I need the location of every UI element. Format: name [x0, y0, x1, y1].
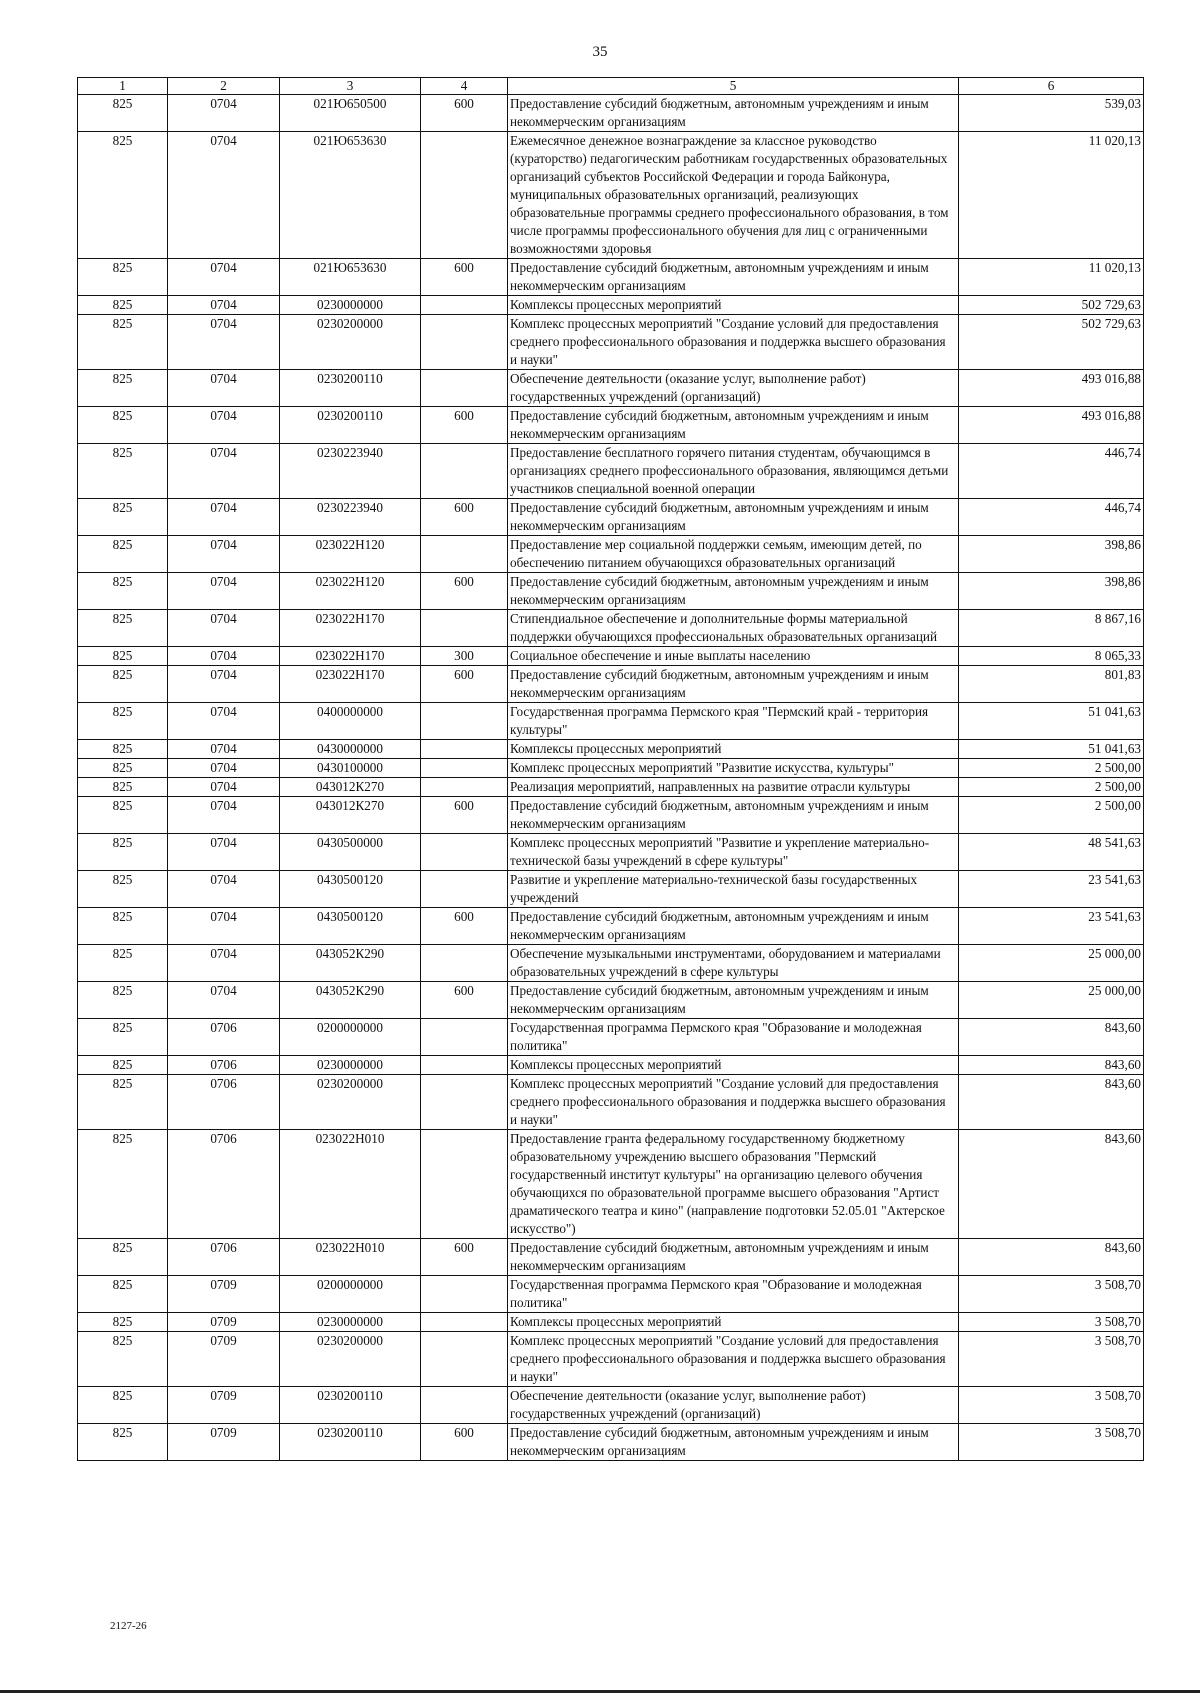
target-article-cell: 0230223940 [280, 444, 421, 499]
expense-type-cell: 600 [421, 499, 508, 536]
expense-type-cell: 600 [421, 407, 508, 444]
expense-type-cell [421, 703, 508, 740]
description-cell: Социальное обеспечение и иные выплаты населению [508, 647, 959, 666]
description-cell: Предоставление субсидий бюджетным, автономным учреждениям и иным некоммерческим организациям [508, 1239, 959, 1276]
description-cell: Комплекс процессных мероприятий "Создание условий для предоставления среднего профессионального образования и поддержка высшего образования и науки" [508, 1075, 959, 1130]
expense-type-cell [421, 296, 508, 315]
section-code-cell: 0704 [168, 370, 280, 407]
section-code-cell: 0704 [168, 945, 280, 982]
target-article-cell: 0430500120 [280, 908, 421, 945]
admin-code-cell: 825 [78, 1075, 168, 1130]
document-code: 2127-26 [110, 1620, 147, 1632]
section-code-cell: 0704 [168, 132, 280, 259]
admin-code-cell: 825 [78, 945, 168, 982]
admin-code-cell: 825 [78, 315, 168, 370]
target-article-cell: 023022Н120 [280, 536, 421, 573]
target-article-cell: 0230200000 [280, 315, 421, 370]
amount-cell: 48 541,63 [959, 834, 1144, 871]
table-row [78, 666, 1144, 703]
expense-type-cell: 600 [421, 982, 508, 1019]
description-cell: Комплекс процессных мероприятий "Развитие искусства, культуры" [508, 759, 959, 778]
amount-cell: 843,60 [959, 1239, 1144, 1276]
admin-code-cell: 825 [78, 871, 168, 908]
target-article-cell: 043012К270 [280, 778, 421, 797]
table-row [78, 95, 1144, 132]
description-cell: Предоставление субсидий бюджетным, автономным учреждениям и иным некоммерческим организациям [508, 982, 959, 1019]
amount-cell: 3 508,70 [959, 1313, 1144, 1332]
description-cell: Комплекс процессных мероприятий "Развитие и укрепление материально-технической базы учреждений в сфере культуры" [508, 834, 959, 871]
table-row [78, 797, 1144, 834]
admin-code-cell: 825 [78, 1387, 168, 1424]
amount-cell: 493 016,88 [959, 370, 1144, 407]
amount-cell: 51 041,63 [959, 740, 1144, 759]
admin-code-cell: 825 [78, 610, 168, 647]
description-cell: Комплекс процессных мероприятий "Создание условий для предоставления среднего профессионального образования и поддержка высшего образования и науки" [508, 315, 959, 370]
admin-code-cell: 825 [78, 1239, 168, 1276]
admin-code-cell: 825 [78, 444, 168, 499]
table-row [78, 1075, 1144, 1130]
amount-cell: 11 020,13 [959, 259, 1144, 296]
description-cell: Комплексы процессных мероприятий [508, 296, 959, 315]
table-row [78, 778, 1144, 797]
admin-code-cell: 825 [78, 1019, 168, 1056]
description-cell: Государственная программа Пермского края "Образование и молодежная политика" [508, 1276, 959, 1313]
section-code-cell: 0709 [168, 1276, 280, 1313]
amount-cell: 843,60 [959, 1130, 1144, 1239]
amount-cell: 3 508,70 [959, 1332, 1144, 1387]
amount-cell: 8 867,16 [959, 610, 1144, 647]
section-code-cell: 0706 [168, 1019, 280, 1056]
admin-code-cell: 825 [78, 647, 168, 666]
admin-code-cell: 825 [78, 573, 168, 610]
description-cell: Предоставление субсидий бюджетным, автономным учреждениям и иным некоммерческим организациям [508, 259, 959, 296]
amount-cell: 2 500,00 [959, 778, 1144, 797]
admin-code-cell: 825 [78, 1130, 168, 1239]
section-code-cell: 0706 [168, 1075, 280, 1130]
section-code-cell: 0704 [168, 759, 280, 778]
description-cell: Предоставление субсидий бюджетным, автономным учреждениям и иным некоммерческим организациям [508, 407, 959, 444]
admin-code-cell: 825 [78, 982, 168, 1019]
admin-code-cell: 825 [78, 132, 168, 259]
target-article-cell: 023022Н010 [280, 1239, 421, 1276]
target-article-cell: 021Ю650500 [280, 95, 421, 132]
section-code-cell: 0709 [168, 1387, 280, 1424]
amount-cell: 3 508,70 [959, 1276, 1144, 1313]
section-code-cell: 0704 [168, 666, 280, 703]
description-cell: Предоставление субсидий бюджетным, автономным учреждениям и иным некоммерческим организациям [508, 797, 959, 834]
description-cell: Обеспечение деятельности (оказание услуг, выполнение работ) государственных учреждений (организаций) [508, 1387, 959, 1424]
admin-code-cell: 825 [78, 759, 168, 778]
amount-cell: 51 041,63 [959, 703, 1144, 740]
description-cell: Ежемесячное денежное вознаграждение за классное руководство (кураторство) педагогическим работникам государственных образовательных организаций субъектов Российской Федерации и города Байконура, муниципальных образовательных организаций, реализующих образовательные программы среднего профессионального образования, в том числе программы профессионального обучения для лиц с ограниченными возможностями здоровья [508, 132, 959, 259]
expense-type-cell [421, 536, 508, 573]
admin-code-cell: 825 [78, 1424, 168, 1461]
section-code-cell: 0706 [168, 1130, 280, 1239]
table-row [78, 132, 1144, 259]
expense-type-cell [421, 740, 508, 759]
amount-cell: 398,86 [959, 536, 1144, 573]
column-header-6: 6 [959, 78, 1144, 95]
expense-type-cell [421, 945, 508, 982]
table-row [78, 499, 1144, 536]
target-article-cell: 0430500000 [280, 834, 421, 871]
table-row [78, 1056, 1144, 1075]
description-cell: Предоставление бесплатного горячего питания студентам, обучающимся в организациях среднего профессионального образования, являющимся детьми участников специальной военной операции [508, 444, 959, 499]
table-row [78, 296, 1144, 315]
section-code-cell: 0704 [168, 259, 280, 296]
table-row [78, 370, 1144, 407]
expense-type-cell: 600 [421, 259, 508, 296]
table-row [78, 610, 1144, 647]
section-code-cell: 0704 [168, 647, 280, 666]
target-article-cell: 023022Н120 [280, 573, 421, 610]
expense-type-cell [421, 610, 508, 647]
target-article-cell: 023022Н170 [280, 610, 421, 647]
target-article-cell: 021Ю653630 [280, 132, 421, 259]
admin-code-cell: 825 [78, 259, 168, 296]
section-code-cell: 0704 [168, 499, 280, 536]
target-article-cell: 023022Н010 [280, 1130, 421, 1239]
admin-code-cell: 825 [78, 499, 168, 536]
section-code-cell: 0704 [168, 703, 280, 740]
table-body [78, 95, 1144, 1461]
table-row [78, 945, 1144, 982]
description-cell: Обеспечение деятельности (оказание услуг, выполнение работ) государственных учреждений (организаций) [508, 370, 959, 407]
amount-cell: 843,60 [959, 1019, 1144, 1056]
target-article-cell: 0400000000 [280, 703, 421, 740]
section-code-cell: 0709 [168, 1332, 280, 1387]
column-header-5: 5 [508, 78, 959, 95]
section-code-cell: 0704 [168, 315, 280, 370]
target-article-cell: 0230223940 [280, 499, 421, 536]
description-cell: Предоставление субсидий бюджетным, автономным учреждениям и иным некоммерческим организациям [508, 573, 959, 610]
section-code-cell: 0704 [168, 573, 280, 610]
section-code-cell: 0709 [168, 1424, 280, 1461]
section-code-cell: 0704 [168, 908, 280, 945]
description-cell: Стипендиальное обеспечение и дополнительные формы материальной поддержки обучающихся профессиональных образовательных организаций [508, 610, 959, 647]
target-article-cell: 0230000000 [280, 1313, 421, 1332]
table-row [78, 315, 1144, 370]
description-cell: Комплекс процессных мероприятий "Создание условий для предоставления среднего профессионального образования и поддержка высшего образования и науки" [508, 1332, 959, 1387]
target-article-cell: 043012К270 [280, 797, 421, 834]
amount-cell: 446,74 [959, 499, 1144, 536]
amount-cell: 539,03 [959, 95, 1144, 132]
amount-cell: 801,83 [959, 666, 1144, 703]
target-article-cell: 0200000000 [280, 1276, 421, 1313]
admin-code-cell: 825 [78, 1332, 168, 1387]
table-row [78, 1424, 1144, 1461]
description-cell: Государственная программа Пермского края "Образование и молодежная политика" [508, 1019, 959, 1056]
section-code-cell: 0704 [168, 871, 280, 908]
column-header-1: 1 [78, 78, 168, 95]
table-row [78, 759, 1144, 778]
admin-code-cell: 825 [78, 834, 168, 871]
description-cell: Обеспечение музыкальными инструментами, оборудованием и материалами образовательных учреждений в сфере культуры [508, 945, 959, 982]
expense-type-cell [421, 370, 508, 407]
description-cell: Развитие и укрепление материально-технической базы государственных учреждений [508, 871, 959, 908]
amount-cell: 23 541,63 [959, 871, 1144, 908]
amount-cell: 3 508,70 [959, 1424, 1144, 1461]
target-article-cell: 0430100000 [280, 759, 421, 778]
amount-cell: 398,86 [959, 573, 1144, 610]
expense-type-cell [421, 1332, 508, 1387]
page-number: 35 [592, 44, 608, 60]
table-row [78, 834, 1144, 871]
expense-type-cell [421, 834, 508, 871]
amount-cell: 11 020,13 [959, 132, 1144, 259]
target-article-cell: 0230000000 [280, 296, 421, 315]
section-code-cell: 0704 [168, 407, 280, 444]
table-row [78, 1130, 1144, 1239]
target-article-cell: 0230200110 [280, 1424, 421, 1461]
admin-code-cell: 825 [78, 1313, 168, 1332]
description-cell: Предоставление субсидий бюджетным, автономным учреждениям и иным некоммерческим организациям [508, 666, 959, 703]
budget-table [77, 77, 1144, 1461]
section-code-cell: 0704 [168, 834, 280, 871]
admin-code-cell: 825 [78, 740, 168, 759]
table-row [78, 407, 1144, 444]
target-article-cell: 0230000000 [280, 1056, 421, 1075]
expense-type-cell [421, 132, 508, 259]
description-cell: Комплексы процессных мероприятий [508, 1313, 959, 1332]
description-cell: Предоставление субсидий бюджетным, автономным учреждениям и иным некоммерческим организациям [508, 1424, 959, 1461]
admin-code-cell: 825 [78, 407, 168, 444]
expense-type-cell [421, 871, 508, 908]
target-article-cell: 043052К290 [280, 945, 421, 982]
section-code-cell: 0704 [168, 296, 280, 315]
table-row [78, 1313, 1144, 1332]
target-article-cell: 023022Н170 [280, 647, 421, 666]
target-article-cell: 0430500120 [280, 871, 421, 908]
amount-cell: 502 729,63 [959, 296, 1144, 315]
admin-code-cell: 825 [78, 370, 168, 407]
expense-type-cell: 600 [421, 908, 508, 945]
table-row [78, 740, 1144, 759]
amount-cell: 502 729,63 [959, 315, 1144, 370]
description-cell: Предоставление субсидий бюджетным, автономным учреждениям и иным некоммерческим организациям [508, 95, 959, 132]
expense-type-cell [421, 1276, 508, 1313]
expense-type-cell [421, 315, 508, 370]
amount-cell: 3 508,70 [959, 1387, 1144, 1424]
section-code-cell: 0704 [168, 982, 280, 1019]
target-article-cell: 0230200110 [280, 1387, 421, 1424]
column-header-3: 3 [280, 78, 421, 95]
description-cell: Реализация мероприятий, направленных на развитие отрасли культуры [508, 778, 959, 797]
amount-cell: 446,74 [959, 444, 1144, 499]
column-header-4: 4 [421, 78, 508, 95]
target-article-cell: 0200000000 [280, 1019, 421, 1056]
amount-cell: 493 016,88 [959, 407, 1144, 444]
target-article-cell: 0230200000 [280, 1332, 421, 1387]
expense-type-cell [421, 1056, 508, 1075]
admin-code-cell: 825 [78, 778, 168, 797]
expense-type-cell [421, 1130, 508, 1239]
admin-code-cell: 825 [78, 666, 168, 703]
table-row [78, 1276, 1144, 1313]
description-cell: Государственная программа Пермского края "Пермский край - территория культуры" [508, 703, 959, 740]
admin-code-cell: 825 [78, 296, 168, 315]
table-row [78, 536, 1144, 573]
section-code-cell: 0709 [168, 1313, 280, 1332]
amount-cell: 843,60 [959, 1075, 1144, 1130]
admin-code-cell: 825 [78, 1056, 168, 1075]
amount-cell: 8 065,33 [959, 647, 1144, 666]
target-article-cell: 0230200110 [280, 407, 421, 444]
expense-type-cell [421, 1387, 508, 1424]
expense-type-cell [421, 1313, 508, 1332]
amount-cell: 843,60 [959, 1056, 1144, 1075]
table-row [78, 1332, 1144, 1387]
expense-type-cell [421, 778, 508, 797]
target-article-cell: 021Ю653630 [280, 259, 421, 296]
table-row [78, 259, 1144, 296]
description-cell: Предоставление субсидий бюджетным, автономным учреждениям и иным некоммерческим организациям [508, 499, 959, 536]
admin-code-cell: 825 [78, 797, 168, 834]
admin-code-cell: 825 [78, 536, 168, 573]
table-row [78, 871, 1144, 908]
amount-cell: 25 000,00 [959, 945, 1144, 982]
target-article-cell: 0230200000 [280, 1075, 421, 1130]
expense-type-cell: 600 [421, 797, 508, 834]
amount-cell: 23 541,63 [959, 908, 1144, 945]
target-article-cell: 023022Н170 [280, 666, 421, 703]
table-row [78, 1387, 1144, 1424]
section-code-cell: 0704 [168, 444, 280, 499]
admin-code-cell: 825 [78, 95, 168, 132]
header-row [78, 78, 1144, 95]
expense-type-cell [421, 444, 508, 499]
amount-cell: 25 000,00 [959, 982, 1144, 1019]
expense-type-cell: 600 [421, 666, 508, 703]
column-header-2: 2 [168, 78, 280, 95]
section-code-cell: 0704 [168, 610, 280, 647]
expense-type-cell: 600 [421, 95, 508, 132]
description-cell: Комплексы процессных мероприятий [508, 1056, 959, 1075]
description-cell: Предоставление мер социальной поддержки семьям, имеющим детей, по обеспечению питанием обучающихся образовательных организаций [508, 536, 959, 573]
section-code-cell: 0704 [168, 797, 280, 834]
admin-code-cell: 825 [78, 703, 168, 740]
section-code-cell: 0704 [168, 778, 280, 797]
table-row [78, 1019, 1144, 1056]
amount-cell: 2 500,00 [959, 797, 1144, 834]
table-row [78, 908, 1144, 945]
expense-type-cell: 600 [421, 1424, 508, 1461]
expense-type-cell: 600 [421, 573, 508, 610]
target-article-cell: 043052К290 [280, 982, 421, 1019]
table-row [78, 573, 1144, 610]
expense-type-cell: 300 [421, 647, 508, 666]
section-code-cell: 0706 [168, 1239, 280, 1276]
expense-type-cell [421, 1019, 508, 1056]
description-cell: Предоставление гранта федеральному государственному бюджетному образовательному учреждению высшего образования "Пермский государственный институт культуры" на организацию целевого обучения обучающихся по образовательной программе высшего образования "Артист драматического театра и кино" (направление подготовки 52.05.01 "Актерское искусство") [508, 1130, 959, 1239]
section-code-cell: 0704 [168, 740, 280, 759]
section-code-cell: 0706 [168, 1056, 280, 1075]
admin-code-cell: 825 [78, 908, 168, 945]
expense-type-cell [421, 1075, 508, 1130]
table-row [78, 982, 1144, 1019]
target-article-cell: 0430000000 [280, 740, 421, 759]
table-row [78, 444, 1144, 499]
table-row [78, 703, 1144, 740]
amount-cell: 2 500,00 [959, 759, 1144, 778]
description-cell: Предоставление субсидий бюджетным, автономным учреждениям и иным некоммерческим организациям [508, 908, 959, 945]
expense-type-cell [421, 759, 508, 778]
expense-type-cell: 600 [421, 1239, 508, 1276]
section-code-cell: 0704 [168, 536, 280, 573]
description-cell: Комплексы процессных мероприятий [508, 740, 959, 759]
section-code-cell: 0704 [168, 95, 280, 132]
table-row [78, 1239, 1144, 1276]
admin-code-cell: 825 [78, 1276, 168, 1313]
table-row [78, 647, 1144, 666]
table-header [78, 78, 1144, 95]
target-article-cell: 0230200110 [280, 370, 421, 407]
